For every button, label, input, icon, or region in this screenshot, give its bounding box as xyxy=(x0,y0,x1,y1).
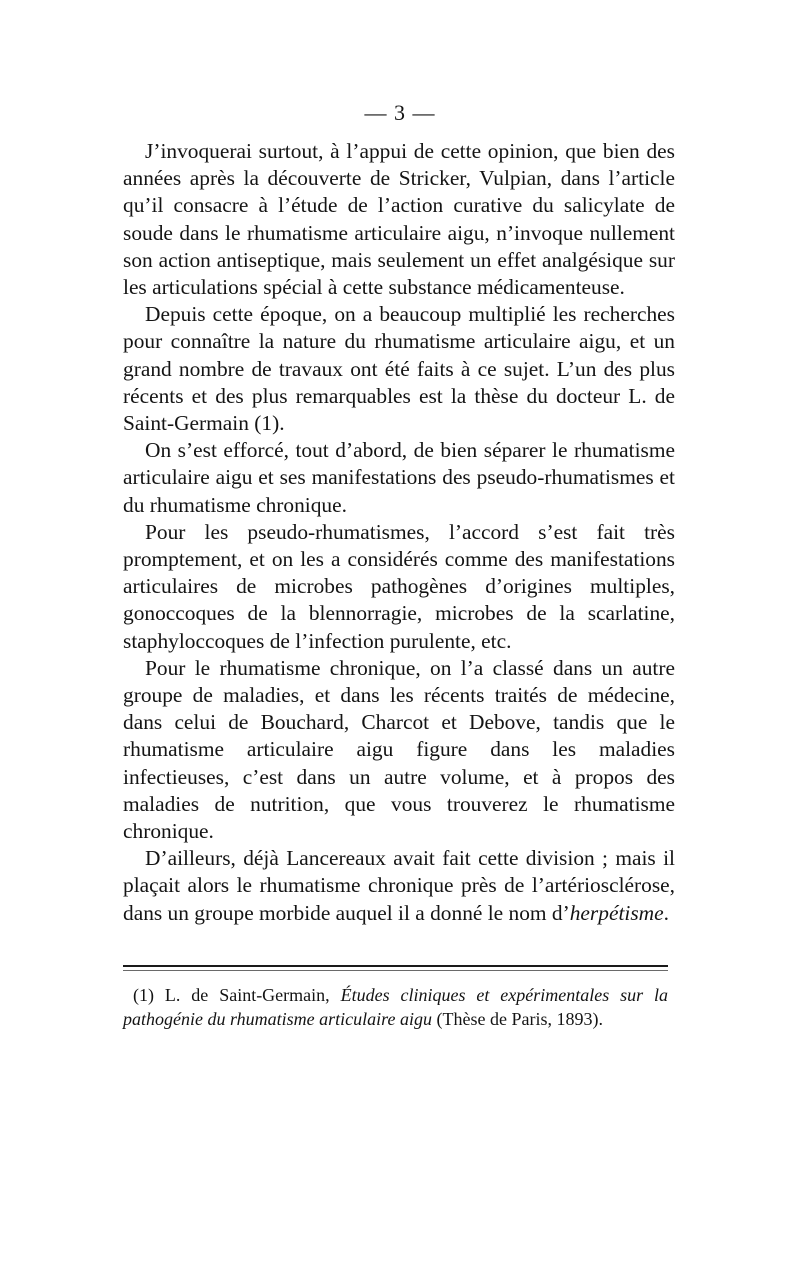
paragraph: J’invoquerai surtout, à l’appui de cette opinion, que bien des années après la découverte de Stricker, Vulpian, dans l’article qu’il consacre à l’étude de l’action curative du salicylate de soude dans le rhumatisme articulaire aigu, n’invoque nullement son action antiseptique, mais seulement un effet analgésique sur les articulations spécial à cette substance médicamenteuse. xyxy=(123,139,675,300)
paragraph: Depuis cette époque, on a beaucoup multiplié les recherches pour connaître la nature du rhumatisme articulaire aigu, et un grand nombre de travaux ont été faits à ce sujet. L’un des plus récents et des plus remarquables est la thèse du docteur L. de Saint-Germain (1). xyxy=(123,302,675,436)
paragraph: Pour les pseudo-rhumatismes, l’accord s’est fait très promptement, et on les a considérés comme des manifestations articulaires de microbes pathogènes d’origines multiples, gonoccoques de la blennorragie, microbes de la scarlatine, staphyloccoques de l’infection purulente, etc. xyxy=(123,519,675,653)
paragraph-last-end: . xyxy=(663,900,669,925)
paragraph-last-text: D’ailleurs, déjà Lancereaux avait fait cette division ; mais il plaçait alors le rhumatisme chronique près de l’artériosclérose, dans un groupe morbide auquel il a donné le nom xyxy=(123,846,675,925)
footnote-marker: (1) xyxy=(133,985,154,1005)
footnote-title: Études cliniques et expérimentales sur la pathogénie du rhumatisme articulaire aigu xyxy=(123,985,669,1029)
paragraph-last-prefix: d’ xyxy=(551,900,570,925)
paragraph: Pour le rhumatisme chronique, on l’a classé dans un autre groupe de maladies, et dans les récents traités de médecine, dans celui de Bouchard, Charcot et Debove, tandis que le rhumatisme articulaire aigu figure dans les maladies infectieuses, c’est dans un autre volume, et à propos des maladies de nutrition, que vous trouverez le rhumatisme chronique. xyxy=(123,655,675,844)
footnote xyxy=(123,983,668,1031)
page-number: — 3 — xyxy=(364,100,436,125)
footnote-divider xyxy=(123,965,668,967)
footnote-author: L. de Saint-Germain, xyxy=(164,985,330,1005)
footnote-rest: (Thèse de Paris, 1893). xyxy=(436,1009,603,1029)
paragraph: On s’est efforcé, tout d’abord, de bien séparer le rhumatisme articulaire aigu et ses manifestations des pseudo-rhumatismes et du rhumatisme chronique. xyxy=(123,438,675,517)
footnote-divider-thin xyxy=(123,970,668,971)
body-text xyxy=(123,138,675,927)
paragraph-last-italic-term: herpétisme xyxy=(569,900,664,925)
paragraph-last xyxy=(123,845,675,927)
